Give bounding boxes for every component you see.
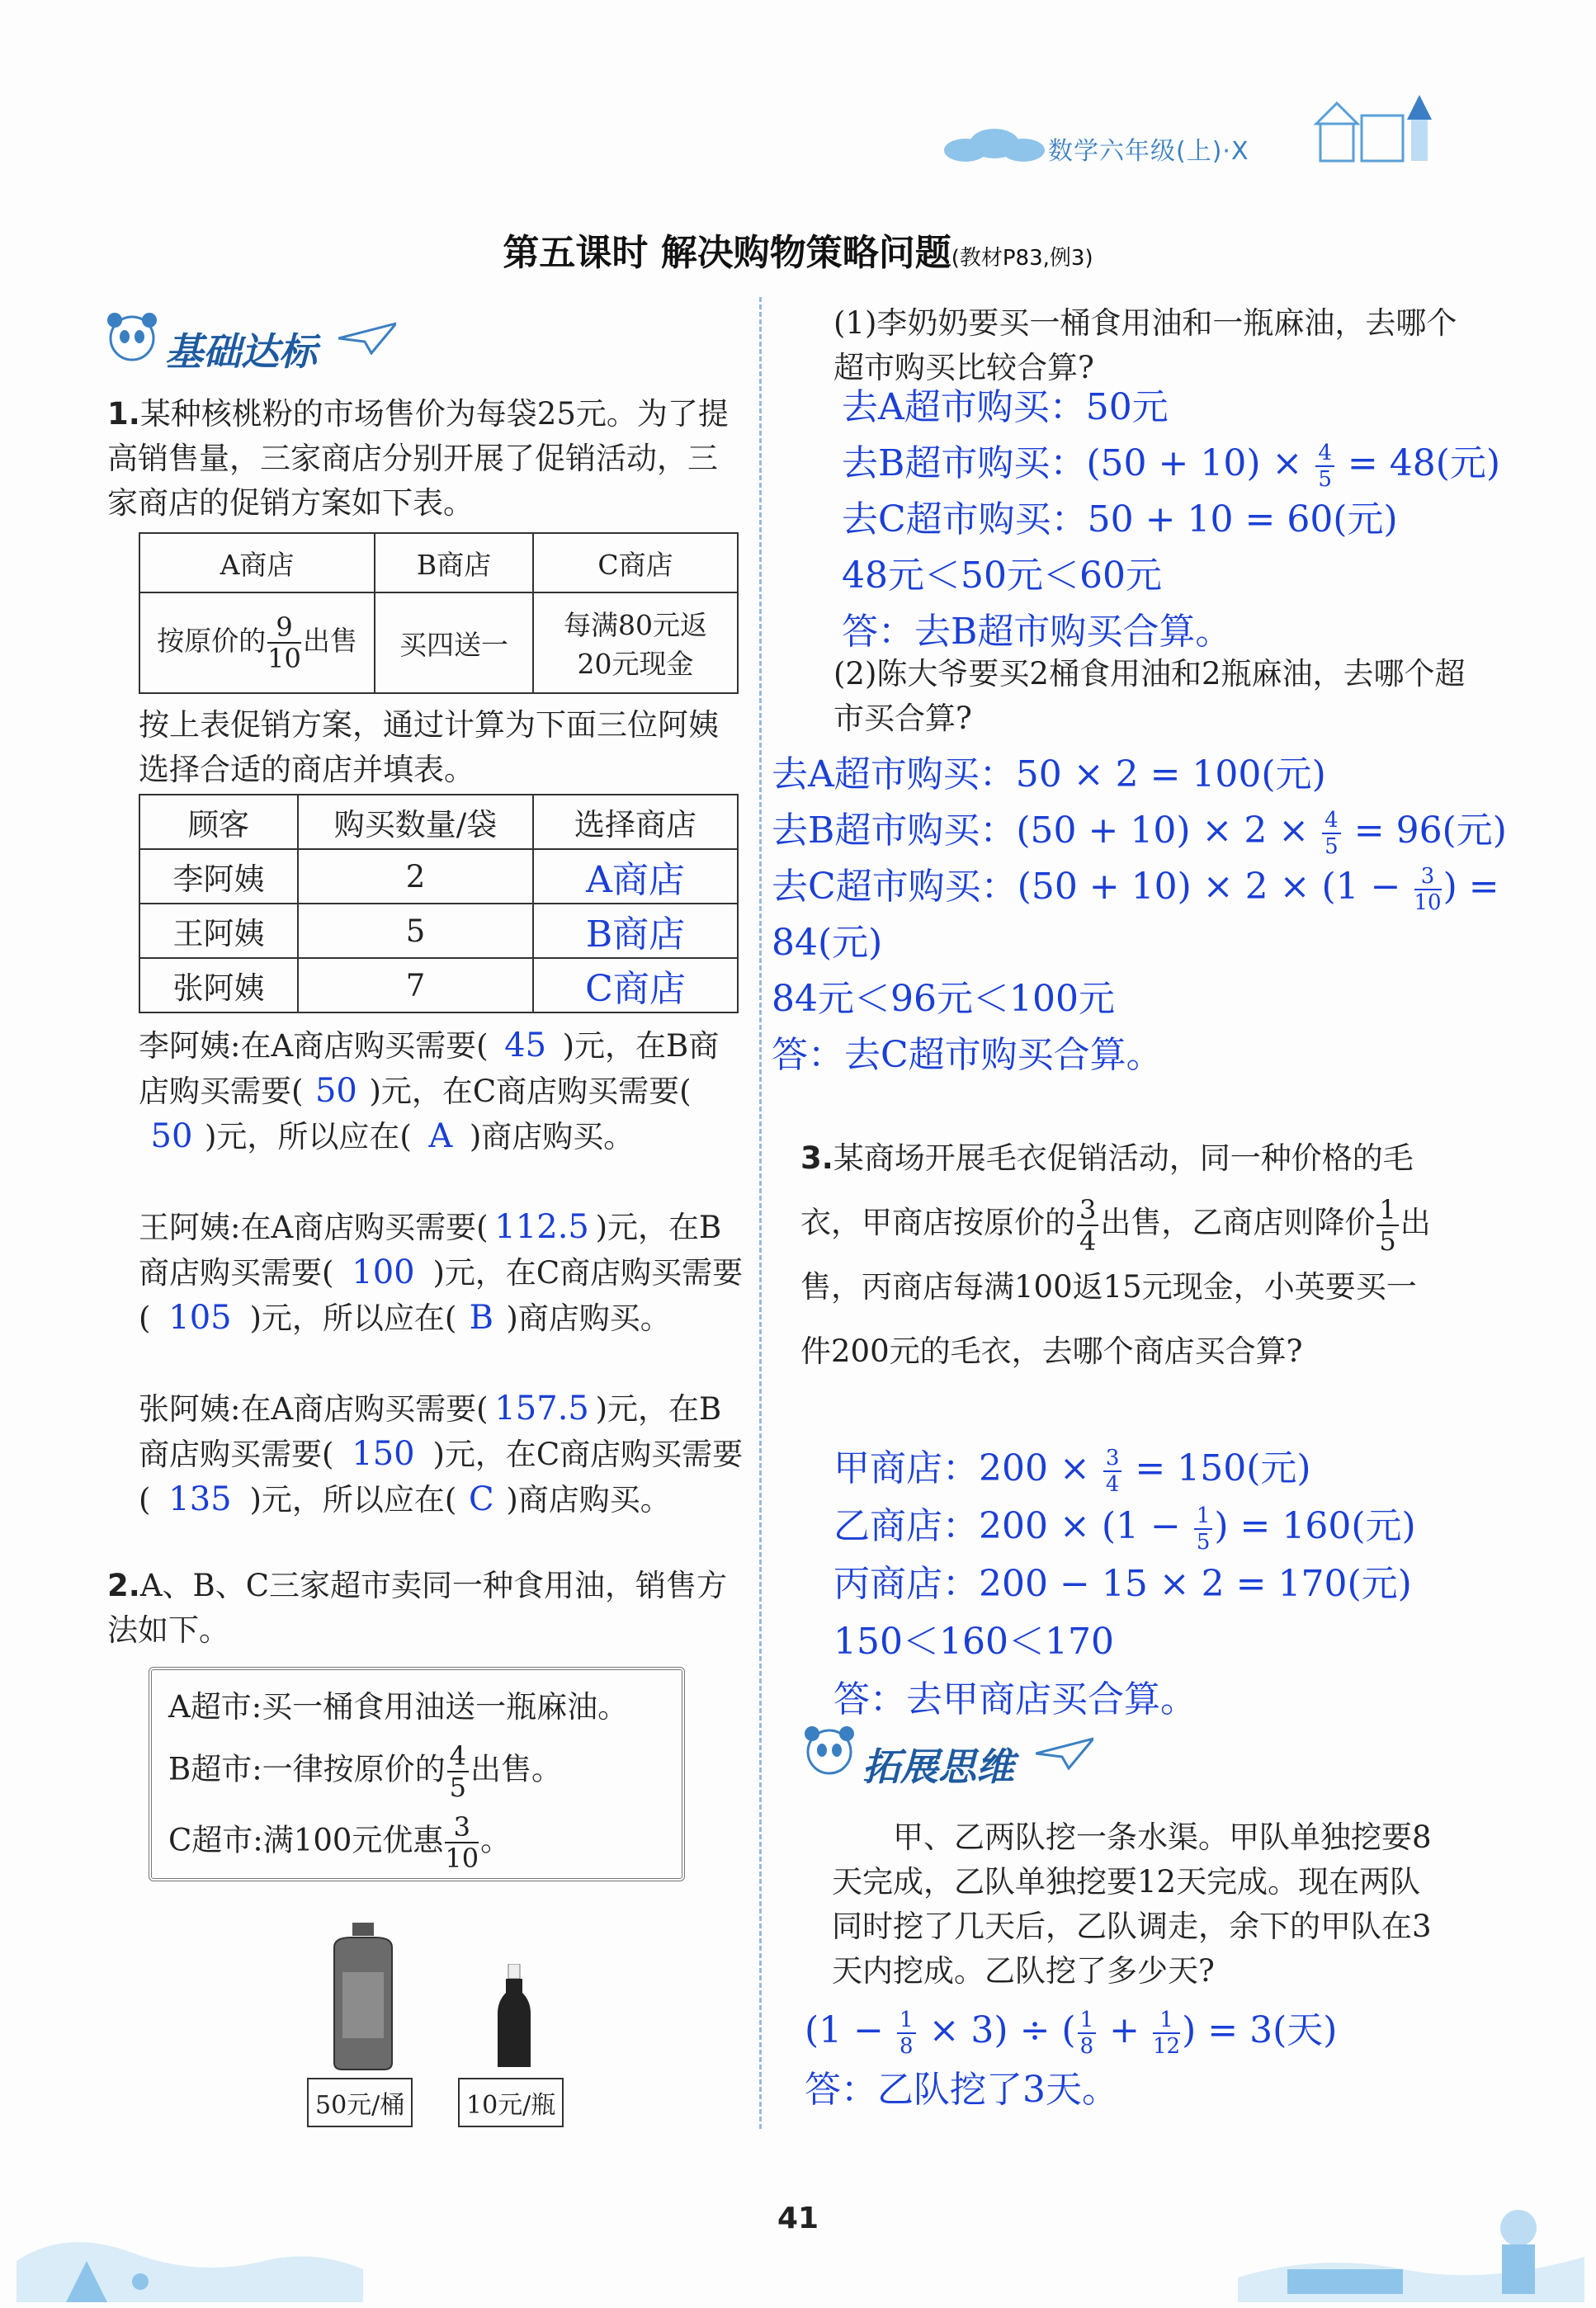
panda-icon — [800, 1720, 858, 1778]
sesame-bottle-image — [493, 1964, 535, 2071]
promo-table — [139, 532, 739, 694]
q3-text: 3.某商场开展毛衣促销活动，同一种价格的毛衣，甲商店按原价的 $\frac{3}{4}$ 出售，乙商店则降价 $\frac{1}{5}$ 出售，丙商店每满100返15元现金，小英要买一件200元的毛衣，去哪个商店买合算? — [800, 1140, 1431, 1369]
choice-header-shop: 选择商店 — [533, 795, 738, 849]
fill-answer: A — [428, 1117, 453, 1155]
q2-text: 2.A、B、C三家超市卖同一种食用油，销售方法如下。 — [107, 1568, 728, 1648]
table-row: 张阿姨 7 C商店 — [139, 958, 738, 1012]
supermarket-box: A超市:买一桶食用油送一瓶麻油。 B超市:一律按原价的 $\frac{4}{5}$ 出售。 C超市:满100元优惠 $\frac{3}{10}$ 。 — [149, 1667, 685, 1881]
fill-answer: 150 — [352, 1435, 415, 1473]
sesame-price-label: 10元/瓶 — [458, 2078, 564, 2127]
fill-answer: C — [469, 1480, 494, 1518]
page-title — [0, 223, 1596, 276]
table-row: 李阿姨 2 A商店 — [139, 849, 738, 904]
q2-number: 2. — [107, 1568, 140, 1603]
oil-price-label: 50元/桶 — [307, 2078, 413, 2127]
title-note: (教材P83,例3) — [951, 246, 1093, 271]
title-main: 第五课时 解决购物策略问题 — [503, 232, 951, 274]
fraction-3-4: $\frac{3}{4}$ — [1103, 1447, 1122, 1495]
section-extend-label: 拓展思维 — [862, 1744, 1014, 1789]
q1-number: 1. — [107, 396, 140, 432]
fraction-4-5: $\frac{4}{5}$ — [447, 1743, 469, 1801]
fill-answer: 100 — [352, 1253, 415, 1291]
q2-sub1-answer: 去A超市购买：50元 去B超市购买：(50 + 10) × $\frac{4}{5}$ = 48(元) 去C超市购买：50 + 10 = 60(元) 48元＜50元＜60元 答：去B超市购买合算。 — [842, 386, 1501, 653]
page-number: 41 — [777, 2202, 819, 2235]
q2-sub2-answer: 去A超市购买：50 × 2 = 100(元) 去B超市购买：(50 + 10) × 2 × $\frac{4}{5}$ = 96(元) 去C超市购买：(50 + 10) × 2 × (1 − $\frac{3}{10}$ ) = 84(元) 84元＜96元＜100元 答：去C超市购买合算。 — [772, 753, 1507, 1076]
fraction-3-10: $\frac{3}{10}$ — [1414, 863, 1442, 915]
fill-answer: 45 — [504, 1027, 547, 1064]
fill-answer: 135 — [168, 1480, 232, 1518]
promo-header-b: B商店 — [375, 533, 533, 592]
q3-number: 3. — [800, 1140, 833, 1176]
wang-paragraph: 王阿姨:在A商店购买需要( 112.5 )元，在B商店购买需要( 100 )元，在C商店购买需要( 105 )元，所以应在( B )商店购买。 — [139, 1205, 749, 1341]
promo-header-a: A商店 — [139, 533, 375, 592]
paper-plane-icon — [338, 322, 396, 355]
q1-instruction: 按上表促销方案，通过计算为下面三位阿姨选择合适的商店并填表。 — [139, 707, 719, 787]
fraction-3-10: $\frac{3}{10}$ — [445, 1811, 479, 1874]
answer-shop: A商店 — [533, 849, 738, 904]
panda-icon — [103, 307, 161, 365]
fill-answer: 50 — [314, 1072, 357, 1110]
li-paragraph: 李阿姨:在A商店购买需要( 45 )元，在B商店购买需要( 50 )元，在C商店购买需要(50 )元，所以应在( A )商店购买。 — [139, 1023, 749, 1159]
choice-header-qty: 购买数量/袋 — [298, 795, 533, 849]
promo-cell-a: 按原价的 $\frac{9}{10}$ 出售 — [139, 592, 375, 693]
table-row: 王阿姨 5 B商店 — [139, 904, 738, 958]
fraction-4-5: $\frac{4}{5}$ — [1322, 809, 1341, 857]
promo-header-c: C商店 — [533, 533, 738, 592]
fill-answer: B — [469, 1299, 494, 1337]
q3-answer: 甲商店：200 × $\frac{3}{4}$ = 150(元) 乙商店：200 × (1 − $\frac{1}{5}$ ) = 160(元) 丙商店：200 − 15 × 2 = 170(元) 150＜160＜170 答：去甲商店买合算。 — [833, 1445, 1416, 1720]
answer-shop: C商店 — [533, 958, 738, 1012]
q1-text — [107, 392, 743, 526]
q1-body: 某种核桃粉的市场售价为每袋25元。为了提高销售量，三家商店分别开展了促销活动，三家商店的促销方案如下表。 — [107, 396, 729, 521]
paper-plane-icon — [1036, 1737, 1093, 1770]
choice-table — [139, 794, 739, 1013]
fraction-9-10: $\frac{9}{10}$ — [267, 611, 301, 674]
column-divider — [759, 297, 762, 2129]
fraction-1-5: $\frac{1}{5}$ — [1376, 1196, 1398, 1254]
section-basic-label: 基础达标 — [165, 329, 317, 374]
q2-sub2-question: (2)陈大爷要买2桶食用油和2瓶麻油，去哪个超市买合算? — [833, 656, 1466, 736]
fill-answer: 157.5 — [494, 1390, 589, 1428]
fill-answer: 112.5 — [494, 1208, 589, 1246]
fraction-4-5: $\frac{4}{5}$ — [1315, 442, 1334, 490]
q4-answer: (1 − $\frac{1}{8}$ × 3) ÷ ( $\frac{1}{8}$ + $\frac{1}{12}$ ) = 3(天) 答：乙队挖了3天。 — [805, 2007, 1338, 2111]
promo-cell-c: 每满80元返 20元现金 — [533, 592, 738, 693]
answer-shop: B商店 — [533, 904, 738, 958]
footer-decoration-right — [1238, 2178, 1584, 2302]
castle-decoration — [1304, 91, 1444, 165]
fill-answer: 105 — [168, 1299, 232, 1337]
fill-answer: 50 — [150, 1117, 193, 1155]
q4-text: 甲、乙两队挖一条水渠。甲队单独挖要8天完成，乙队单独挖要12天完成。现在两队同时挖了几天后，乙队调走，余下的甲队在3天内挖成。乙队挖了多少天? — [832, 1819, 1432, 1989]
header-text: 数学六年级(上)·X — [1048, 137, 1249, 166]
footer-decoration-left — [17, 2178, 363, 2302]
cloud-decoration — [941, 124, 1048, 165]
oil-barrel-image — [326, 1923, 400, 2071]
zhang-paragraph: 张阿姨:在A商店购买需要( 157.5 )元，在B商店购买需要( 150 )元，在C商店购买需要( 135 )元，所以应在( C )商店购买。 — [139, 1386, 749, 1522]
promo-cell-b: 买四送一 — [375, 592, 533, 693]
q2-sub1-question: (1)李奶奶要买一桶食用油和一瓶麻油，去哪个超市购买比较合算? — [833, 305, 1457, 385]
fraction-1-5: $\frac{1}{5}$ — [1194, 1505, 1213, 1553]
fraction-3-4: $\frac{3}{4}$ — [1077, 1196, 1098, 1254]
choice-header-customer: 顾客 — [139, 795, 298, 849]
